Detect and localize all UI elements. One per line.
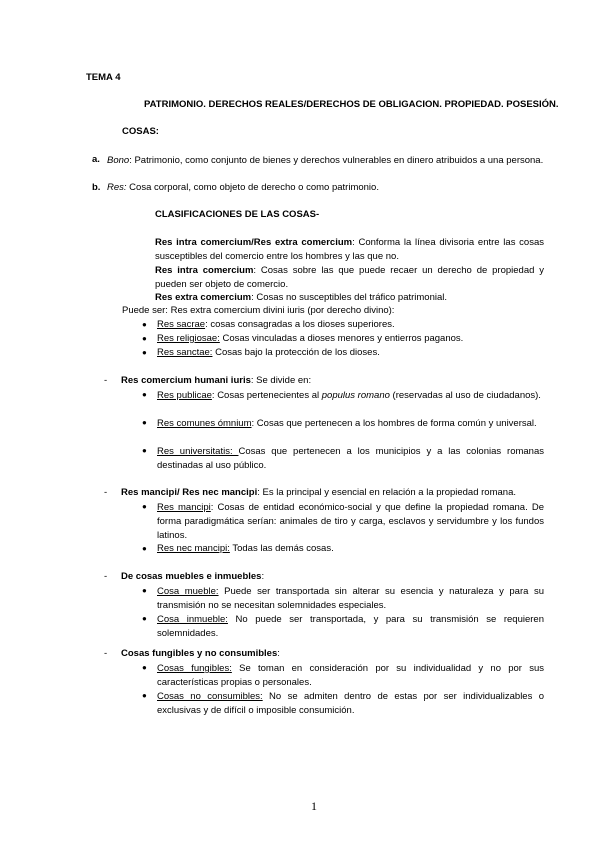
definition-marker-b: b. — [92, 182, 101, 193]
dash-marker: - — [104, 571, 108, 582]
list-item-cosa-mueble — [157, 585, 544, 613]
bullet-icon: ● — [142, 446, 147, 455]
definition-a-text: : Patrimonio, como conjunto de bienes y derechos vulnerables en dinero atribuidos a una persona. — [129, 155, 544, 166]
item-term: Cosas fungibles: — [157, 663, 232, 674]
puede-ser-line: Puede ser: Res extra comercium divini iuris (por derecho divino): — [122, 305, 395, 316]
section-heading-tail: : Se divide en: — [250, 375, 312, 386]
item-text: : Cosas de entidad económico-social y que define la propiedad romana. De forma paradigmática serían: animales de tiro y carga, esclavos y servidumbre y los fundos latinos. — [157, 502, 544, 541]
list-item-cosas-no-consumibles — [157, 690, 544, 718]
bullet-icon: ● — [142, 390, 147, 399]
res-extra-paragraph — [155, 292, 447, 303]
item-term: Cosas no consumibles: — [157, 691, 263, 702]
divini-text: Cosas vinculadas a dioses menores y entierros paganos. — [219, 333, 464, 344]
section-heading-fungibles — [121, 648, 280, 659]
divini-item-sacrae — [157, 319, 395, 330]
bullet-icon: ● — [142, 544, 147, 553]
section-heading-term: Cosas fungibles y no consumibles — [121, 648, 278, 659]
item-term: Cosa mueble: — [157, 586, 219, 597]
res-intra-extra-paragraph — [155, 236, 544, 264]
item-text: Se toman en consideración por su individualidad y no por sus características propias o personales. — [157, 663, 544, 688]
definition-b — [107, 182, 379, 193]
item-text: Puede ser transportada sin alterar su esencia y naturaleza y para su transmisión no se necesitan solemnidades especiales. — [157, 586, 544, 611]
item-text: : Cosas que pertenecen a los hombres de forma común y universal. — [251, 418, 537, 429]
divini-term: Res religiosae: — [157, 333, 220, 344]
bullet-icon: ● — [142, 334, 147, 343]
item-text: : Cosas pertenecientes al — [211, 390, 322, 401]
definition-b-term: Res: — [107, 182, 127, 193]
cosas-heading: COSAS: — [122, 126, 159, 137]
list-item-cosas-fungibles — [157, 662, 544, 690]
divini-text: Cosas bajo la protección de los dioses. — [212, 347, 380, 358]
res-extra-term: Res extra comercium — [155, 292, 252, 303]
list-item-res-mancipi — [157, 501, 544, 543]
bullet-icon: ● — [142, 348, 147, 357]
dash-marker: - — [104, 487, 108, 498]
section-heading-term: Res mancipi/ Res nec mancipi — [121, 487, 258, 498]
item-text: Todas las demás cosas. — [229, 543, 334, 554]
section-heading-tail: : — [261, 571, 265, 582]
page-title: PATRIMONIO. DERECHOS REALES/DERECHOS DE OBLIGACION. PROPIEDAD. POSESIÓN. — [144, 99, 559, 110]
list-item-res-publicae — [157, 389, 544, 403]
item-term: Res nec mancipi: — [157, 543, 230, 554]
bullet-icon: ● — [142, 663, 147, 672]
section-heading-term: De cosas muebles e inmuebles — [121, 571, 262, 582]
bullet-icon: ● — [142, 614, 147, 623]
item-text: No puede ser transportada, y para su transmisión se requieren solemnidades. — [157, 614, 544, 639]
list-item-res-comunes — [157, 417, 544, 431]
dash-marker: - — [104, 375, 108, 386]
list-item-cosa-inmueble — [157, 613, 544, 641]
res-intra-extra-text: : Conforma la línea divisoria entre las cosas susceptibles del comercio entre los hombres y las que no. — [155, 237, 545, 262]
definition-a — [107, 154, 544, 168]
divini-item-religiosae — [157, 333, 463, 344]
bullet-icon: ● — [142, 320, 147, 329]
list-item-res-universitatis — [157, 445, 544, 473]
bullet-icon: ● — [142, 586, 147, 595]
bullet-icon: ● — [142, 502, 147, 511]
bullet-icon: ● — [142, 418, 147, 427]
item-italic-text: populus romano — [321, 390, 390, 401]
item-text: No se admiten dentro de estas por ser individualizables o exclusivas y de difícil o imposible consumición. — [157, 691, 544, 716]
section-heading-mancipi — [121, 487, 516, 498]
item-term: Res mancipi — [157, 502, 211, 513]
section-heading-humani-iuris — [121, 375, 311, 386]
definition-a-term: Bono — [107, 155, 130, 166]
res-intra-extra-term: Res intra comercium/Res extra comercium — [155, 237, 353, 248]
divini-item-sanctae — [157, 347, 380, 358]
divini-term: Res sanctae: — [157, 347, 213, 358]
dash-marker: - — [104, 648, 108, 659]
bullet-icon: ● — [142, 691, 147, 700]
section-heading-term: Res comercium humani iuris — [121, 375, 251, 386]
divini-text: : cosas consagradas a los dioses superiores. — [205, 319, 395, 330]
clasificaciones-heading: CLASIFICACIONES DE LAS COSAS- — [155, 209, 320, 220]
item-term: Res comunes ómnium — [157, 418, 252, 429]
item-term: Cosa inmueble: — [157, 614, 228, 625]
list-item-res-nec-mancipi — [157, 543, 334, 554]
item-text: Cosas que pertenecen a los municipios y a las colonias romanas destinadas al uso público. — [157, 446, 544, 471]
res-extra-text: : Cosas no susceptibles del tráfico patrimonial. — [251, 292, 448, 303]
item-term: Res universitatis: — [157, 446, 239, 457]
res-intra-paragraph — [155, 264, 544, 292]
section-heading-tail: : — [277, 648, 280, 659]
section-heading-muebles — [121, 571, 264, 582]
definition-marker-a: a. — [92, 154, 100, 165]
tema-label: TEMA 4 — [86, 72, 121, 83]
section-heading-tail: : Es la principal y esencial en relación a la propiedad romana. — [257, 487, 516, 498]
res-intra-text: : Cosas sobre las que puede recaer un derecho de propiedad y pueden ser objeto de comercio. — [155, 265, 544, 290]
definition-b-text: Cosa corporal, como objeto de derecho o como patrimonio. — [126, 182, 379, 193]
divini-term: Res sacrae — [157, 319, 206, 330]
item-text-post: (reservadas al uso de ciudadanos). — [389, 390, 541, 401]
res-intra-term: Res intra comercium — [155, 265, 254, 276]
page-number: 1 — [311, 799, 317, 813]
item-term: Res publicae — [157, 390, 212, 401]
